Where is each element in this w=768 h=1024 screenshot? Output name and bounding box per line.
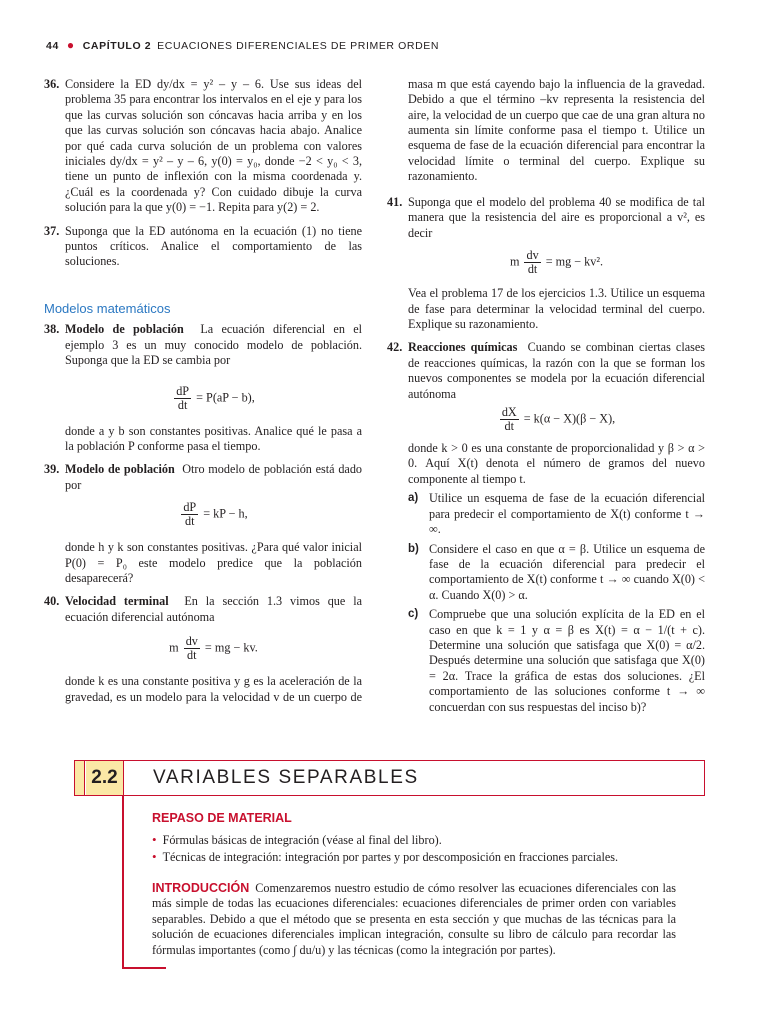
problem-number: 42. — [387, 340, 403, 355]
problem-number: 39. — [44, 462, 60, 477]
problem-title: Reacciones químicas — [408, 340, 518, 355]
problem-text: Reacciones químicas Cuando se combinan ciertas clases de reacciones químicas, la razón con la que se forman los nuevos componentes se modela por la ecuación diferencial autónoma — [408, 340, 706, 401]
section-rule-foot — [122, 967, 166, 969]
chapter-label: CAPÍTULO 2 — [82, 40, 152, 52]
section-number: 2.2 — [86, 761, 124, 795]
problem-39 — [44, 462, 362, 586]
subitem-c: c) Compruebe que una solución explícita de la ED en el caso en que k = 1 y α = β es X(t) = α − 1/(t + c). Determine una solución que satisfaga que X(0) = α/2. Después determine una solución que satisfaga que X(0) = 2α. Trace la gráfica de estas dos soluciones. ¿El comportamiento de las soluciones conforme t → ∞ concuerdan con sus respuestas del inciso b)? — [408, 607, 705, 714]
problem-text-after: donde k > 0 es una constante de proporcionalidad y β > α > 0. Aquí X(t) denota el número de gramos del nuevo componente al tiempo t. — [408, 441, 705, 486]
equation: m $\frac{dv}{dt}$ = mg − kv². — [509, 248, 604, 277]
problem-40 — [44, 594, 362, 705]
problem-number: 36. — [44, 77, 60, 91]
problem-37 — [44, 224, 362, 270]
left-column — [44, 77, 362, 705]
running-header — [46, 38, 439, 52]
problem-40-continuation: masa m que está cayendo bajo la influencia de la gravedad. Debido a que el término –kv representa la resistencia del aire, la velocidad de un cuerpo que cae de una gran altura no aumenta sin límite conforme pasa el tiempo t. Utilice un esquema de fase de la ecuación diferencial para encontrar la velocidad límite o terminal del cuerpo. Explique su razonamiento. — [408, 77, 705, 184]
problem-number: 37. — [44, 223, 60, 238]
right-column — [387, 77, 705, 715]
introduction — [152, 881, 676, 958]
equation: $\frac{dP}{dt}$ = kP − h, — [183, 500, 248, 529]
problem-title: Modelo de población — [65, 322, 184, 337]
bullet-icon: • — [152, 849, 157, 864]
problem-number: 38. — [44, 322, 60, 337]
bullet-item: • Técnicas de integración: integración por partes y por descomposición en fracciones parciales. — [152, 849, 619, 864]
section-banner — [74, 760, 705, 796]
problem-text-after: donde k es una constante positiva y g es la aceleración de la gravedad, es un modelo para la velocidad v de un cuerpo de — [65, 674, 362, 704]
problem-text: Modelo de población La ecuación diferencial en el ejemplo 3 es un muy conocido modelo de población. Suponga que la ED se cambia por — [65, 322, 362, 368]
section-title: VARIABLES SEPARABLES — [153, 767, 419, 788]
repaso-heading: REPASO DE MATERIAL — [152, 811, 292, 825]
problem-text: Velocidad terminal En la sección 1.3 vimos que la ecuación diferencial autónoma — [65, 594, 362, 624]
page-number: 44 — [46, 40, 59, 52]
problem-text: Considere la ED dy/dx = y² – y – 6. Use sus ideas del problema 35 para encontrar los intervalos en el eje y para los que las curvas solución son cóncavas hacia arriba y en los que las curvas solución son cóncavas hacia abajo. Analice por qué cada curva solución de un problema con valores iniciales dy/dx = y² – y – 6, y(0) = y₀, donde −2 < y₀ < 3, tiene un punto de inflexión con la misma coordenada y. ¿Cuál es la coordenada y? Con cuidado dibuje la curva solución para la que y(0) = −1. Repita para y(2) = 2. — [65, 77, 362, 215]
equation: $\frac{dX}{dt}$ = k(α − X)(β − X), — [501, 405, 616, 434]
problem-text-after: donde a y b son constantes positivas. Analice qué le pasa a la población P conforme pasa el tiempo. — [65, 423, 362, 453]
problem-38 — [44, 322, 362, 454]
bullet-dot-icon: ● — [66, 38, 75, 52]
problem-title: Modelo de población — [65, 462, 175, 477]
banner-accent — [75, 761, 85, 795]
problem-text-after: Vea el problema 17 de los ejercicios 1.3. Utilice un esquema de fase para determinar la velocidad terminal del cuerpo. Explique su razonamiento. — [408, 286, 705, 332]
problem-text: Modelo de población Otro modelo de población está dado por — [65, 462, 363, 492]
problem-36 — [44, 77, 362, 216]
section-rule — [122, 795, 124, 968]
problem-number: 41. — [387, 195, 403, 209]
bullet-icon: • — [152, 832, 157, 847]
problem-42 — [387, 340, 705, 715]
subitem-b: b) Considere el caso en que α = β. Utilice un esquema de fase de la ecuación diferencial para predecir el comportamiento de X(t) conforme t → ∞ cuando X(0) < α. Cuando X(0) > α. — [408, 541, 705, 602]
intro-text: Comenzaremos nuestro estudio de cómo resolver las ecuaciones diferenciales con las más simple de todas las ecuaciones diferenciales: ecuaciones diferenciales de primer orden con variables separables. Debido a que el método que se presenta en esta sección y que muchas de las técnicas para la solución de ecuaciones diferenciales implican integración, consulte su libro de cálculo para recordar las fórmulas importantes (como ∫ du/u) y las técnicas (como la integración por partes). — [152, 881, 676, 957]
equation: $\frac{dP}{dt}$ = P(aP − b), — [176, 383, 255, 412]
problem-number: 40. — [44, 594, 60, 609]
bullet-item: • Fórmulas básicas de integración (véase al final del libro). — [152, 832, 442, 847]
section-heading-modelos: Modelos matemáticos — [44, 300, 171, 316]
problem-text-after: donde h y k son constantes positivas. ¿Para qué valor inicial P(0) = P₀ este modelo predice que la población desaparecerá? — [65, 540, 362, 585]
problem-text: Suponga que la ED autónoma en la ecuación (1) no tiene puntos críticos. Analice el comportamiento de las soluciones. — [65, 223, 362, 269]
problem-title: Velocidad terminal — [65, 594, 169, 609]
intro-heading: INTRODUCCIÓN — [152, 881, 250, 895]
problem-41 — [387, 195, 705, 332]
problem-text: Suponga que el modelo del problema 40 se modifica de tal manera que la resistencia del aire es proporcional a v², es decir — [408, 195, 705, 240]
subitem-a: a) Utilice un esquema de fase de la ecuación diferencial para predecir el comportamiento de X(t) conforme t → ∞. — [408, 491, 705, 537]
equation: m $\frac{dv}{dt}$ = mg − kv. — [169, 634, 258, 663]
chapter-title: ECUACIONES DIFERENCIALES DE PRIMER ORDEN — [157, 40, 440, 52]
